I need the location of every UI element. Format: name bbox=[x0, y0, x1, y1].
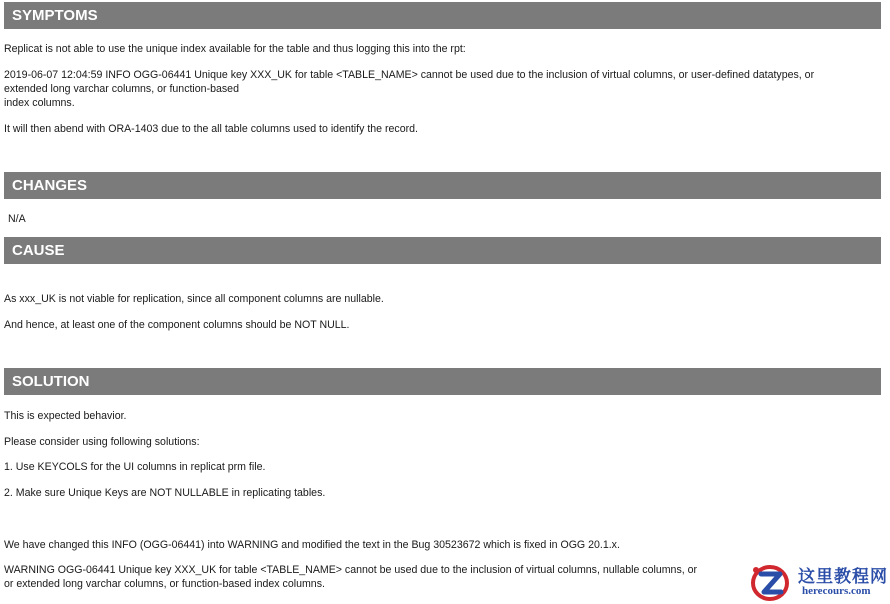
changes-heading: CHANGES bbox=[4, 172, 881, 199]
solution-warning-line-2: or extended long varchar columns, or function-based index columns. bbox=[4, 578, 325, 590]
solution-item-2: 2. Make sure Unique Keys are NOT NULLABLE in replicating tables. bbox=[4, 487, 326, 499]
solution-paragraph-3: We have changed this INFO (OGG-06441) into WARNING and modified the text in the Bug 30523672 which is fixed in OGG 20.1.x. bbox=[4, 539, 620, 551]
changes-paragraph-1: N/A bbox=[8, 213, 26, 225]
watermark-logo-icon bbox=[750, 562, 790, 602]
cause-paragraph-1: As xxx_UK is not viable for replication, since all component columns are nullable. bbox=[4, 293, 384, 305]
solution-item-1: 1. Use KEYCOLS for the UI columns in replicat prm file. bbox=[4, 461, 266, 473]
solution-heading: SOLUTION bbox=[4, 368, 881, 395]
symptoms-paragraph-1: Replicat is not able to use the unique index available for the table and thus logging this into the rpt: bbox=[4, 43, 466, 55]
site-watermark bbox=[744, 560, 890, 604]
symptoms-paragraph-2: It will then abend with ORA-1403 due to the all table columns used to identify the record. bbox=[4, 123, 418, 135]
cause-heading: CAUSE bbox=[4, 237, 881, 264]
symptoms-heading: SYMPTOMS bbox=[4, 2, 881, 29]
symptoms-log-line-2: extended long varchar columns, or function-based bbox=[4, 83, 239, 95]
cause-paragraph-2: And hence, at least one of the component columns should be NOT NULL. bbox=[4, 319, 350, 331]
symptoms-log-line-3: index columns. bbox=[4, 97, 75, 109]
solution-paragraph-1: This is expected behavior. bbox=[4, 410, 127, 422]
solution-paragraph-2: Please consider using following solutions: bbox=[4, 436, 200, 448]
watermark-url: herecours.com bbox=[802, 585, 871, 597]
watermark-site-name: 这里教程网 bbox=[798, 567, 888, 587]
solution-warning-line-1: WARNING OGG-06441 Unique key XXX_UK for table <TABLE_NAME> cannot be used due to the inclusion of virtual columns, nullable columns, or bbox=[4, 564, 698, 576]
symptoms-log-line-1: 2019-06-07 12:04:59 INFO OGG-06441 Unique key XXX_UK for table <TABLE_NAME> cannot be used due to the inclusion of virtual columns, or user-defined datatypes, or bbox=[4, 69, 815, 81]
